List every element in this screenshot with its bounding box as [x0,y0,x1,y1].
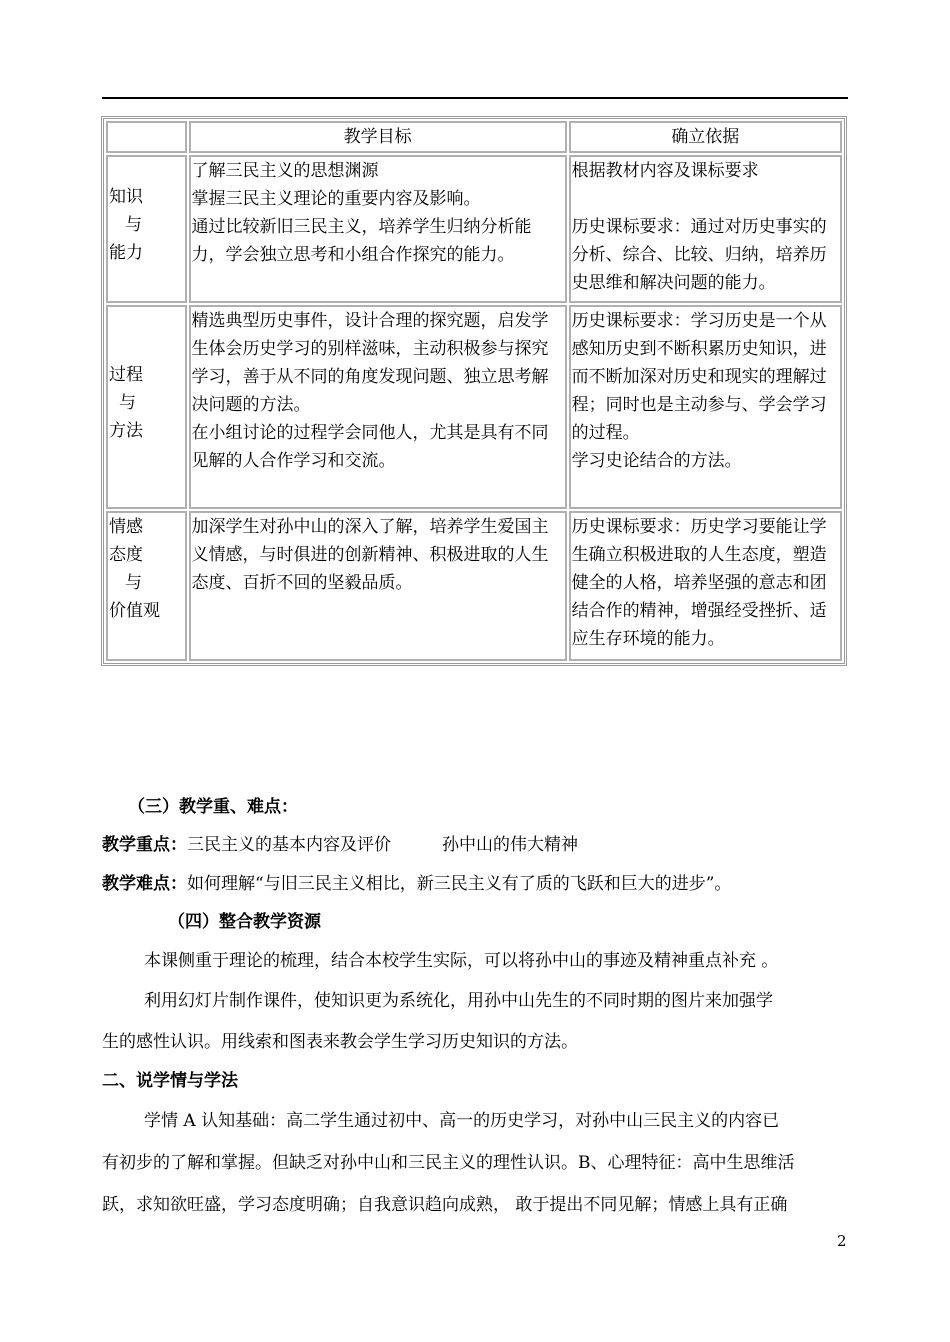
goals-table [101,116,847,666]
basis-text: 历史课标要求：历史学习要能让学生确立积极进取的人生态度，塑造健全的人格，培养坚强的意志和团结合作的精神，增强经受挫折、适应生存环境的能力。 [571,517,827,649]
goal-text: 精选典型历史事件，设计合理的探究题，启发学生体会历史学习的别样滋味，主动积极参与探究学习，善于从不同的角度发现问题、独立思考解决问题的方法。 [191,311,549,415]
paragraph-line: 跃，求知欲旺盛，学习态度明确；自我意识趋向成熟， 敢于提出不同见解；情感上具有正确 [102,1195,788,1215]
category-label: 过程 [109,365,143,385]
basis-text: 根据教材内容及课标要求 [571,161,759,181]
key-points-label: 教学重点： [102,835,187,855]
table-row [106,305,842,509]
basis-text: 学习史论结合的方法。 [571,451,742,471]
goal-text: 了解三民主义的思想渊源 [191,161,379,181]
basis-text: 历史课标要求：学习历史是一个从感知历史到不断积累历史知识，进而不断加深对历史和现实的理解过程；同时也是主动参与、学会学习的过程。 [571,311,827,443]
goal-text: 通过比较新旧三民主义，培养学生归纳分析能力，学会独立思考和小组合作探究的能力。 [191,217,532,265]
category-label: 与 [125,215,142,235]
paragraph: 本课侧重于理论的梳理，结合本校学生实际，可以将孙中山的事迹及精神重点补充 。 [144,951,779,971]
basis-text: 历史课标要求：通过对历史事实的分析、综合、比较、归纳，培养历史思维和解决问题的能力。 [571,217,827,293]
header-rule [102,97,848,99]
table-row [106,155,842,303]
difficult-points-label: 教学难点： [102,874,187,894]
goal-text: 加深学生对孙中山的深入了解，培养学生爱国主义情感，与时俱进的创新精神、积极进取的人生态度、百折不回的坚毅品质。 [191,517,549,593]
goal-text: 在小组讨论的过程学会同他人，尤其是具有不同见解的人合作学习和交流。 [191,423,549,471]
goals-cell [189,511,567,661]
category-label: 与 [125,573,142,593]
header-cell-empty [106,121,187,153]
category-label: 能力 [109,243,143,263]
header-cell-goals: 教学目标 [189,121,567,153]
paragraph-line: 有初步的了解和掌握。但缺乏对孙中山和三民主义的理性认识。B、心理特征：高中生思维活 [102,1153,795,1173]
paragraph-line: 利用幻灯片制作课件，使知识更为系统化，用孙中山先生的不同时期的图片来加强学 [144,991,773,1011]
basis-cell [569,155,842,303]
category-label: 情感 [109,517,143,537]
basis-cell [569,305,842,509]
paragraph-line: 学情 A 认知基础：高二学生通过初中、高一的历史学习，对孙中山三民主义的内容已 [144,1111,780,1131]
category-label: 知识 [109,187,143,207]
page-number: 2 [837,1232,847,1250]
category-cell [106,305,187,509]
category-label: 态度 [109,545,143,565]
paragraph-line: 生的感性认识。用线索和图表来教会学生学习历史知识的方法。 [102,1032,578,1052]
section-heading: （四）整合教学资源 [168,912,321,932]
category-label: 方法 [109,421,143,441]
key-points-text: 三民主义的基本内容及评价 孙中山的伟大精神 [187,835,578,855]
category-cell [106,511,187,661]
key-points-line [102,834,862,856]
category-label: 价值观 [109,601,160,621]
category-cell [106,155,187,303]
section-heading: （三）教学重、难点： [128,797,298,817]
goals-cell [189,305,567,509]
difficult-points-line [102,873,862,895]
header-cell-basis: 确立依据 [569,121,842,153]
difficult-points-text: 如何理解“与旧三民主义相比，新三民主义有了质的飞跃和巨大的进步”。 [187,874,732,894]
category-label: 与 [119,393,136,413]
table-header-row [106,121,842,153]
section-heading: 二、说学情与学法 [102,1071,238,1091]
goals-cell [189,155,567,303]
basis-cell [569,511,842,661]
goal-text: 掌握三民主义理论的重要内容及影响。 [191,189,481,209]
table-row [106,511,842,661]
